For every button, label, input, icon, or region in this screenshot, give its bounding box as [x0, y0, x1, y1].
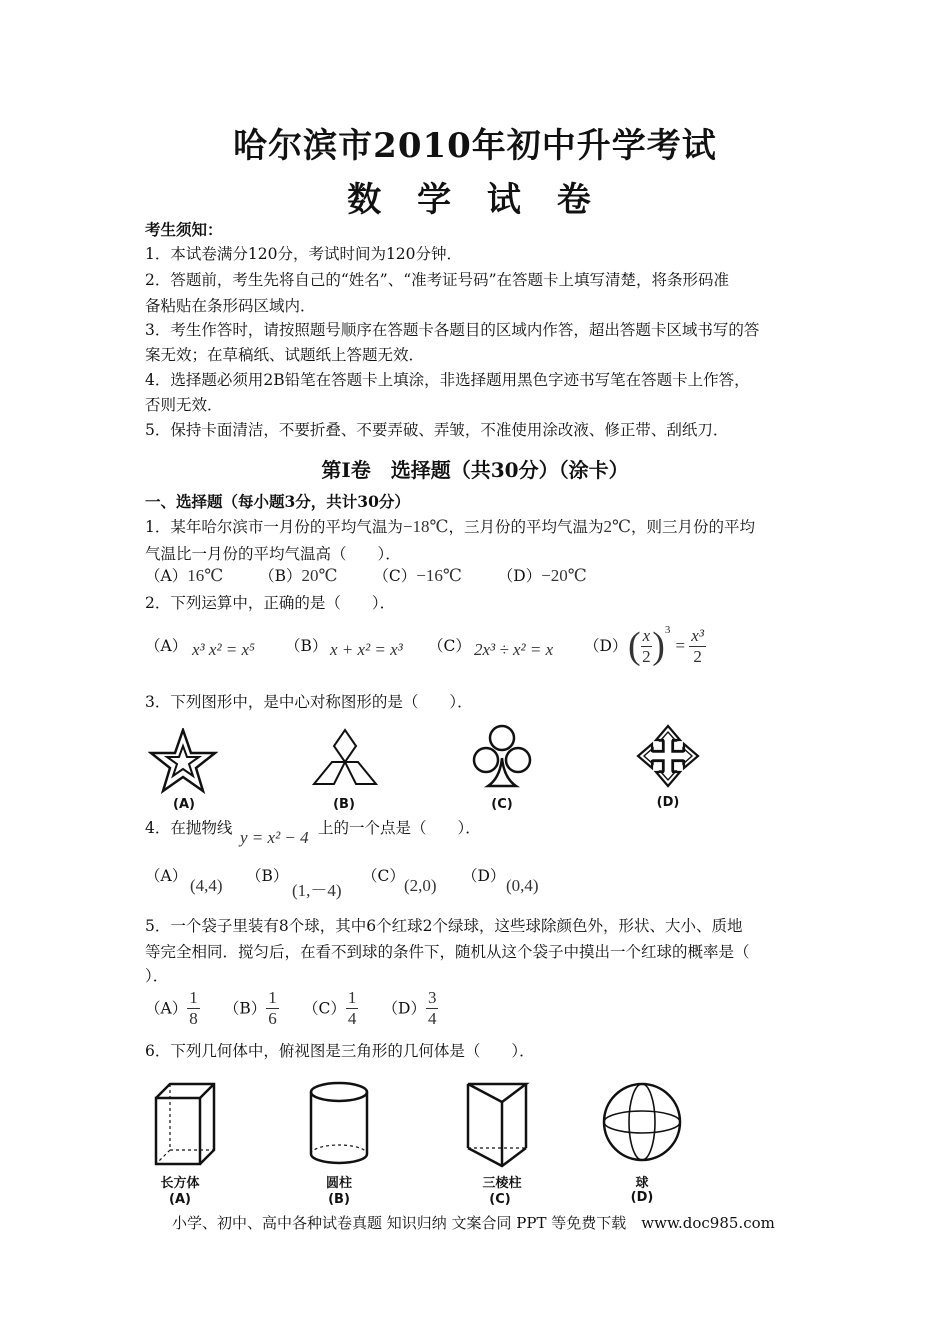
q5-option-b-fraction: $\frac{1}{6}$ — [268, 988, 277, 1028]
q6-name-c: 三棱柱 — [482, 1176, 522, 1191]
question-5-line-1: 5．一个袋子里装有8个球，其中6个红球2个绿球，这些球除颜色外，形状、大小、质地 — [145, 917, 743, 935]
q4-option-a-label: （A） — [145, 867, 188, 885]
q5-option-a-label: （A） — [145, 999, 188, 1018]
notice-item: 1．本试卷满分120分，考试时间为120分钟． — [145, 245, 463, 263]
q1-option-a-value: 16℃ — [187, 566, 224, 585]
triangular-prism-figure — [462, 1078, 532, 1168]
q6-name-d: 球 — [635, 1176, 649, 1191]
cuboid-figure — [150, 1080, 220, 1166]
q1-option-c-label: （C） — [373, 567, 417, 585]
q1-value-a: −18℃ — [402, 517, 449, 536]
notice-item: 3．考生作答时，请按照题号顺序在答题卡各题目的区域内作答，超出答题卡区域书写的答 — [145, 321, 760, 339]
q5-option-a-fraction: $\frac{1}{8}$ — [189, 988, 198, 1028]
q5-option-c-fraction: $\frac{1}{4}$ — [347, 988, 357, 1028]
notice-item: 5．保持卡面清洁，不要折叠、不要弄破、弄皱，不准使用涂改液、修正带、刮纸刀． — [145, 421, 729, 439]
notice-item: 否则无效． — [145, 396, 223, 414]
q4-option-d-value: (0,4) — [506, 876, 539, 895]
q5-option-b-label: （B） — [223, 999, 267, 1018]
q6-label-b: (B) — [328, 1192, 350, 1207]
q6-name-a: 长方体 — [160, 1176, 200, 1191]
exam-title: 哈尔滨市2010年初中升学考试 — [233, 126, 717, 166]
q6-name-b: 圆柱 — [325, 1176, 352, 1191]
q6-label-d: (D) — [630, 1190, 654, 1205]
q1-text-c: ，则三月份的平均 — [631, 518, 756, 536]
question-2-stem: 2．下列运算中，正确的是（ ）． — [145, 594, 396, 612]
q2-option-d-expr: ( $\frac{x}{2}$ )$^3$ = $\frac{\text{x³}}{2}$ — [628, 624, 704, 667]
q5-options — [145, 988, 438, 1029]
q2-option-c-label: （C） — [428, 637, 471, 655]
question-5-line-2: 等完全相同．搅匀后，在看不到球的条件下，随机从这个袋子中摸出一个红球的概率是（ — [145, 943, 750, 961]
q2-option-d-label: （D） — [584, 637, 628, 655]
q3-label-d: (D) — [656, 795, 680, 810]
four-arrow-figure — [636, 724, 700, 788]
q2-d-fraction: $\frac{x}{2}$ — [642, 625, 651, 666]
question-1-line-2: 气温比一月份的平均气温高（ ）． — [145, 545, 401, 563]
section-title: 第Ⅰ卷 选择题（共30分）（涂卡） — [321, 458, 629, 482]
q4-option-a-value: (4,4) — [190, 876, 223, 895]
q1-option-c-value: −16℃ — [416, 566, 462, 585]
q4-option-b-value: (1,－4) — [292, 881, 342, 900]
q6-label-c: (C) — [489, 1192, 511, 1207]
q2-option-b-expr: x + x² = x³ — [330, 640, 403, 659]
q2-option-a-label: （A） — [145, 637, 188, 655]
q1-text-b: ，三月份的平均气温为 — [448, 518, 604, 536]
question-1-options — [145, 566, 587, 586]
q2-option-c-expr: 2x³ ÷ x² = x — [474, 640, 554, 659]
notice-item: 2．答题前，考生先将自己的“姓名”、“准考证号码”在答题卡上填写清楚，将条形码准 — [145, 271, 730, 289]
q1-option-d-label: （D） — [497, 567, 542, 585]
q2-d-result: $\frac{\text{x³}}{2}$ — [691, 625, 704, 666]
q5-option-d-label: （D） — [382, 999, 426, 1018]
q4-option-b-label: （B） — [246, 867, 289, 885]
q1-option-a-label: （A） — [145, 567, 188, 585]
notice-item: 4．选择题必须用2B铅笔在答题卡上填涂，非选择题用黑色字迹书写笔在答题卡上作答， — [145, 371, 750, 389]
three-diamond-figure — [310, 728, 380, 792]
q4-option-d-label: （D） — [462, 867, 506, 885]
q1-option-b-value: 20℃ — [301, 566, 338, 585]
q1-option-b-label: （B） — [259, 567, 302, 585]
club-figure — [470, 722, 534, 792]
q3-label-b: (B) — [333, 797, 355, 812]
q2-option-a-expr: x³ x² = x⁵ — [192, 640, 255, 659]
q4-expression: y = x² − 4 — [240, 828, 309, 847]
question-5-line-3: ）． — [145, 967, 169, 985]
q1-text-a: 1．某年哈尔滨市一月份的平均气温为 — [145, 518, 403, 536]
q4-stem-b: 上的一个点是（ ）． — [318, 819, 481, 837]
notice-item: 案无效；在草稿纸、试题纸上答题无效． — [145, 346, 425, 364]
notice-heading: 考生须知： — [145, 220, 223, 239]
footer-note: 小学、初中、高中各种试卷真题 知识归纳 文案合同 PPT 等免费下载 www.doc985.com — [172, 1214, 775, 1232]
sphere-figure — [600, 1080, 684, 1164]
q3-label-c: (C) — [491, 797, 513, 812]
star-figure — [148, 728, 218, 794]
cylinder-figure — [304, 1080, 374, 1166]
q2-option-b-label: （B） — [285, 637, 328, 655]
q4-stem-a: 4．在抛物线 — [145, 819, 233, 837]
q5-option-d-fraction: $\frac{3}{4}$ — [427, 988, 437, 1028]
notice-item: 备粘贴在条形码区域内． — [145, 297, 316, 315]
q1-value-b: 2℃ — [603, 517, 632, 536]
q4-option-c-label: （C） — [362, 867, 405, 885]
question-1-line-1 — [145, 517, 755, 537]
part-heading: 一、选择题（每小题3分，共计30分） — [145, 492, 410, 511]
question-6-stem: 6．下列几何体中，俯视图是三角形的几何体是（ ）． — [145, 1042, 535, 1060]
q5-option-c-label: （C） — [302, 999, 346, 1018]
question-3-stem: 3．下列图形中，是中心对称图形的是（ ）． — [145, 693, 473, 711]
q6-label-a: (A) — [169, 1192, 191, 1207]
q1-option-d-value: −20℃ — [541, 566, 587, 585]
q4-option-c-value: (2,0) — [404, 876, 437, 895]
exam-subtitle: 数 学 试 卷 — [347, 180, 603, 220]
q3-label-a: (A) — [173, 797, 195, 812]
